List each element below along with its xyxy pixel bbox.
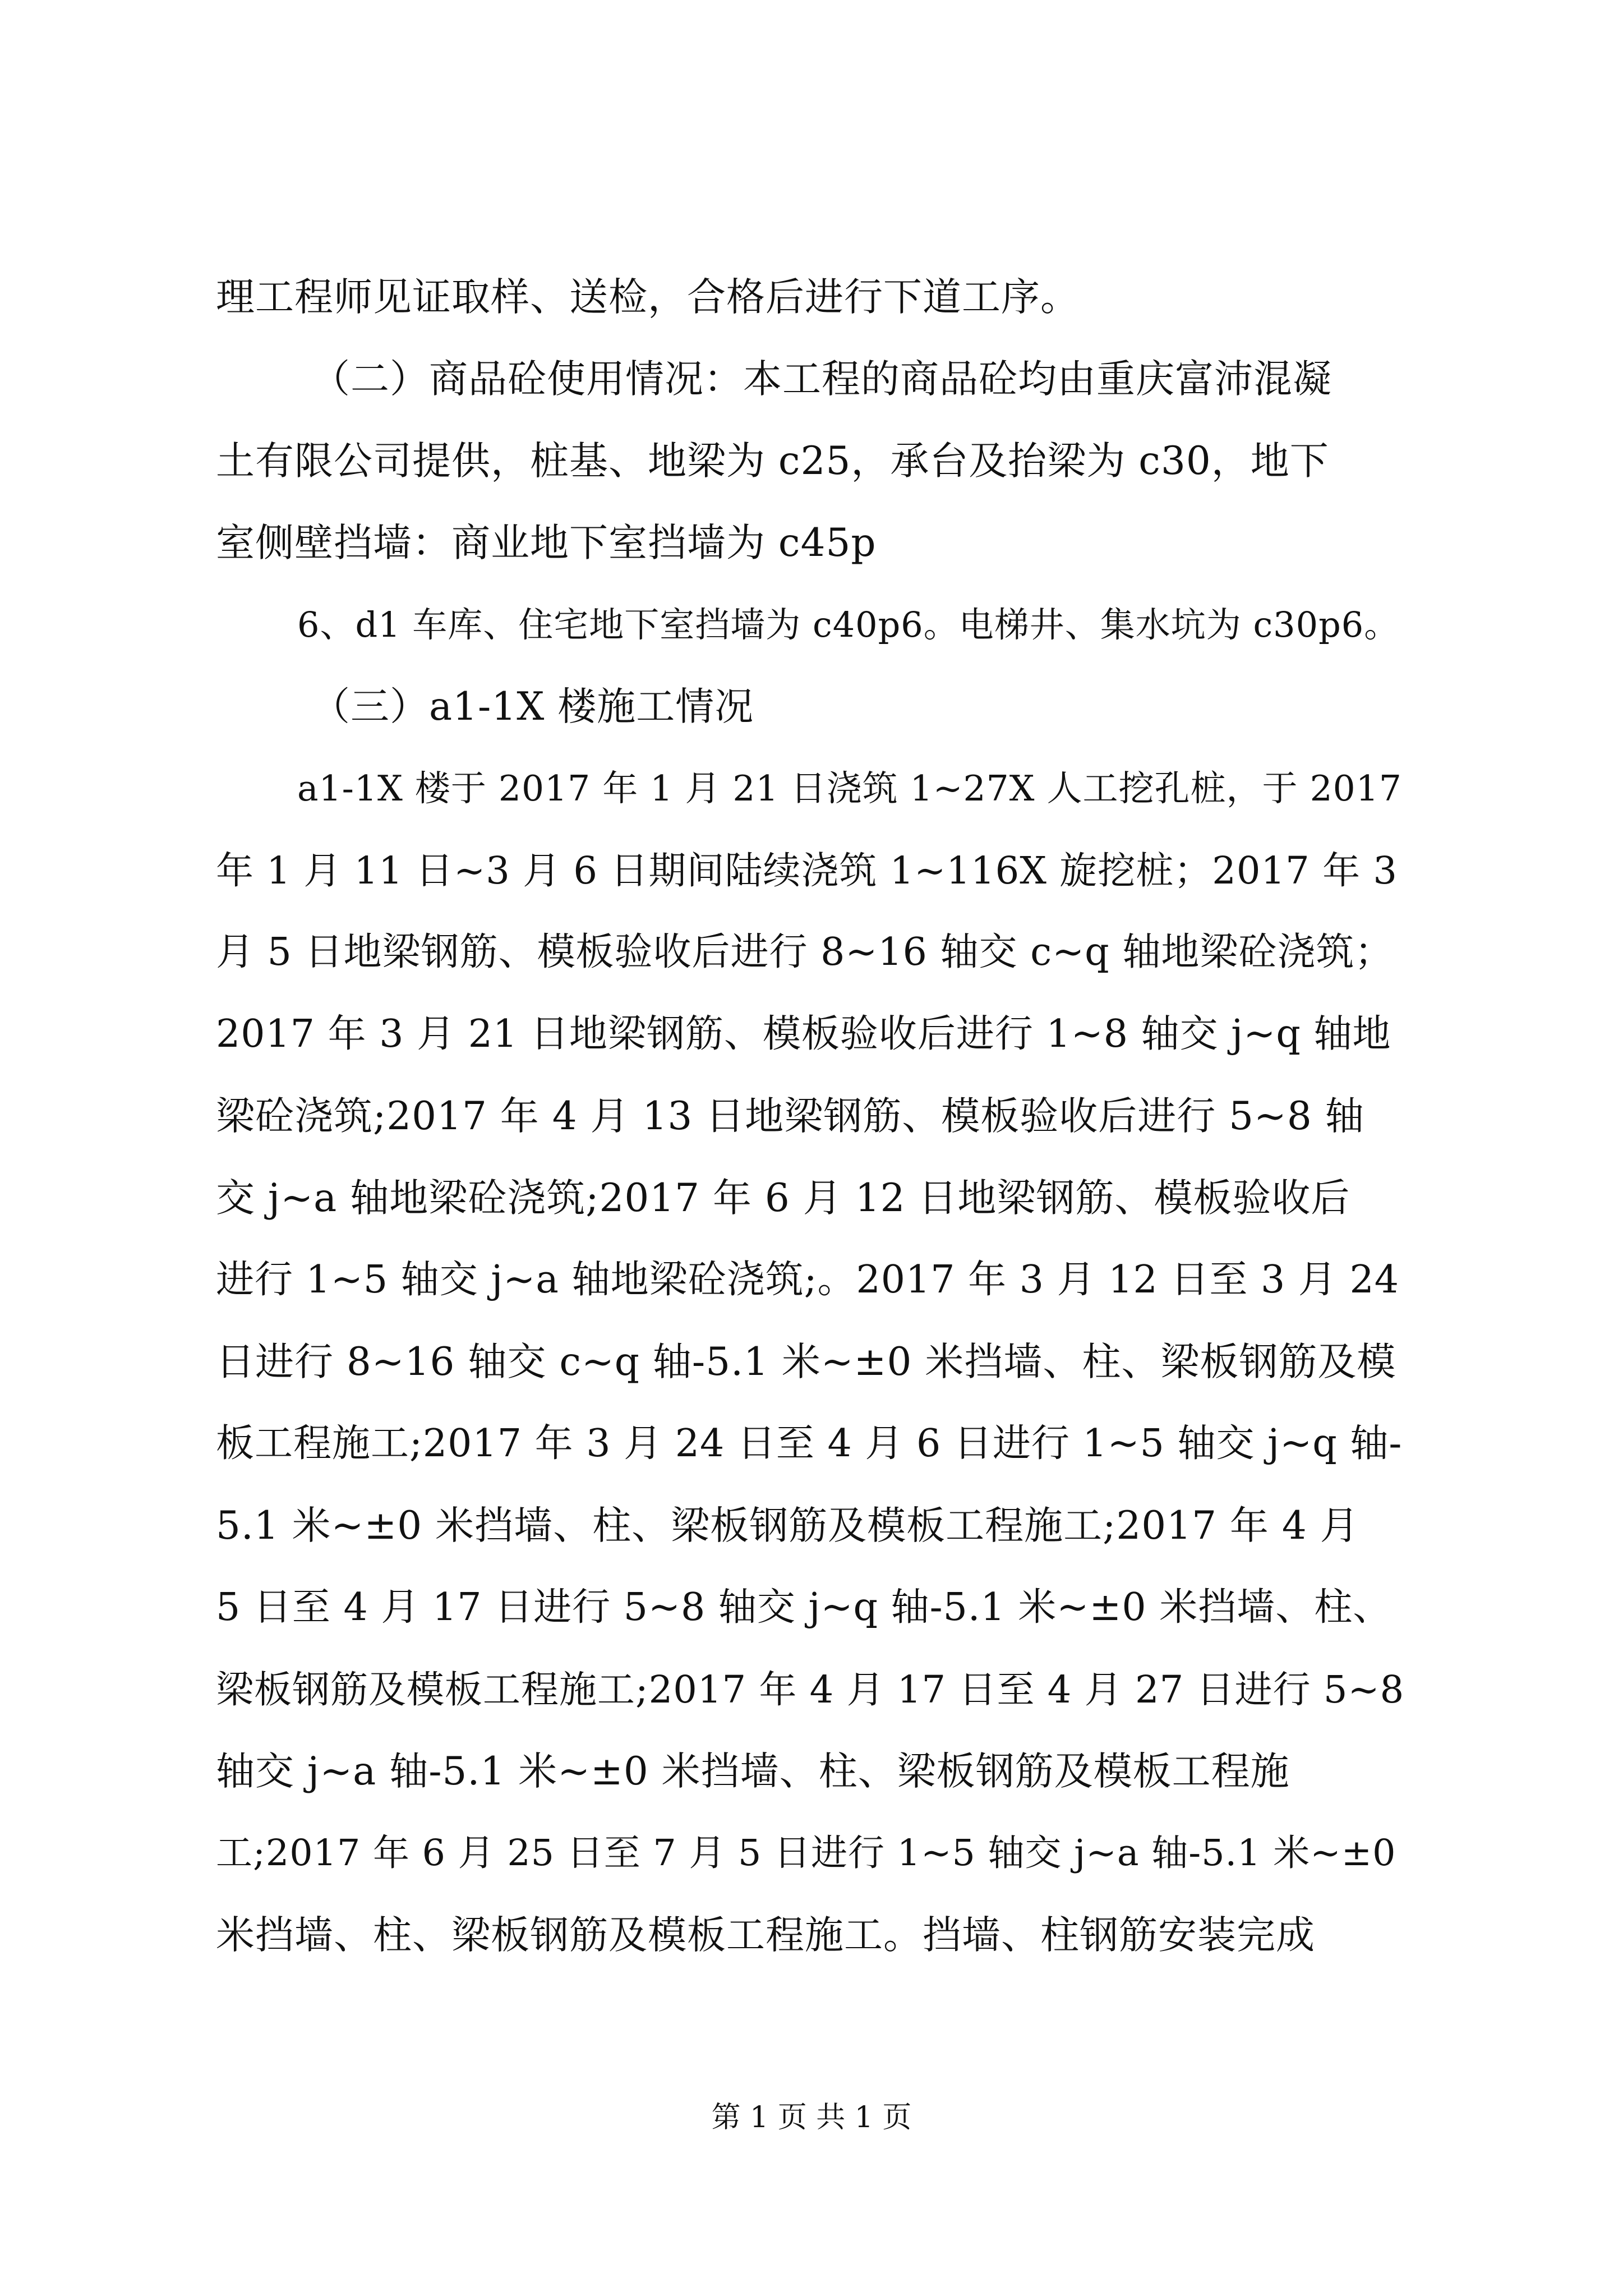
paragraph-line: 5 日至 4 月 17 日进行 5~8 轴交 j~q 轴-5.1 米~±0 米挡墙、柱、 [216, 1585, 1392, 1630]
paragraph-line: （二）商品砼使用情况：本工程的商品砼均由重庆富沛混凝 [311, 357, 1332, 402]
paragraph-line: 日进行 8~16 轴交 c~q 轴-5.1 米~±0 米挡墙、柱、梁板钢筋及模 [216, 1340, 1396, 1384]
paragraph-line: 2017 年 3 月 21 日地梁钢筋、模板验收后进行 1~8 轴交 j~q 轴地 [216, 1012, 1391, 1056]
paragraph-line: （三）a1-1X 楼施工情况 [311, 684, 754, 729]
paragraph-line: 6、d1 车库、住宅地下室挡墙为 c40p6。电梯井、集水坑为 c30p6。 [297, 604, 1400, 645]
paragraph-line: a1-1X 楼于 2017 年 1 月 21 日浇筑 1~27X 人工挖孔桩，于 2017 [297, 768, 1402, 809]
paragraph-line: 室侧壁挡墙：商业地下室挡墙为 c45p [216, 521, 877, 565]
paragraph-line: 年 1 月 11 日~3 月 6 日期间陆续浇筑 1~116X 旋挖桩；2017 年 3 [216, 849, 1398, 892]
paragraph-line: 月 5 日地梁钢筋、模板验收后进行 8~16 轴交 c~q 轴地梁砼浇筑； [216, 930, 1394, 974]
paragraph-line: 进行 1~5 轴交 j~a 轴地梁砼浇筑;。2017 年 3 月 12 日至 3 月 24 [216, 1258, 1400, 1302]
paragraph-line: 5.1 米~±0 米挡墙、柱、梁板钢筋及模板工程施工;2017 年 4 月 [216, 1503, 1359, 1548]
paragraph-line: 米挡墙、柱、梁板钢筋及模板工程施工。挡墙、柱钢筋安装完成 [216, 1913, 1315, 1958]
paragraph-line: 轴交 j~a 轴-5.1 米~±0 米挡墙、柱、梁板钢筋及模板工程施 [216, 1749, 1290, 1794]
page-footer: 第 1 页 共 1 页 [711, 2101, 912, 2134]
paragraph-line: 土有限公司提供，桩基、地梁为 c25，承台及抬梁为 c30，地下 [216, 439, 1329, 484]
paragraph-line: 工;2017 年 6 月 25 日至 7 月 5 日进行 1~5 轴交 j~a 轴-5.1 米~±0 [216, 1832, 1396, 1874]
paragraph-line: 理工程师见证取样、送检，合格后进行下道工序。 [216, 275, 1080, 320]
paragraph-line: 交 j~a 轴地梁砼浇筑;2017 年 6 月 12 日地梁钢筋、模板验收后 [216, 1176, 1350, 1221]
paragraph-line: 板工程施工;2017 年 3 月 24 日至 4 月 6 日进行 1~5 轴交 j~q 轴- [216, 1421, 1403, 1466]
paragraph-line: 梁砼浇筑;2017 年 4 月 13 日地梁钢筋、模板验收后进行 5~8 轴 [216, 1094, 1364, 1139]
paragraph-line: 梁板钢筋及模板工程施工;2017 年 4 月 17 日至 4 月 27 日进行 5~8 [216, 1668, 1405, 1711]
